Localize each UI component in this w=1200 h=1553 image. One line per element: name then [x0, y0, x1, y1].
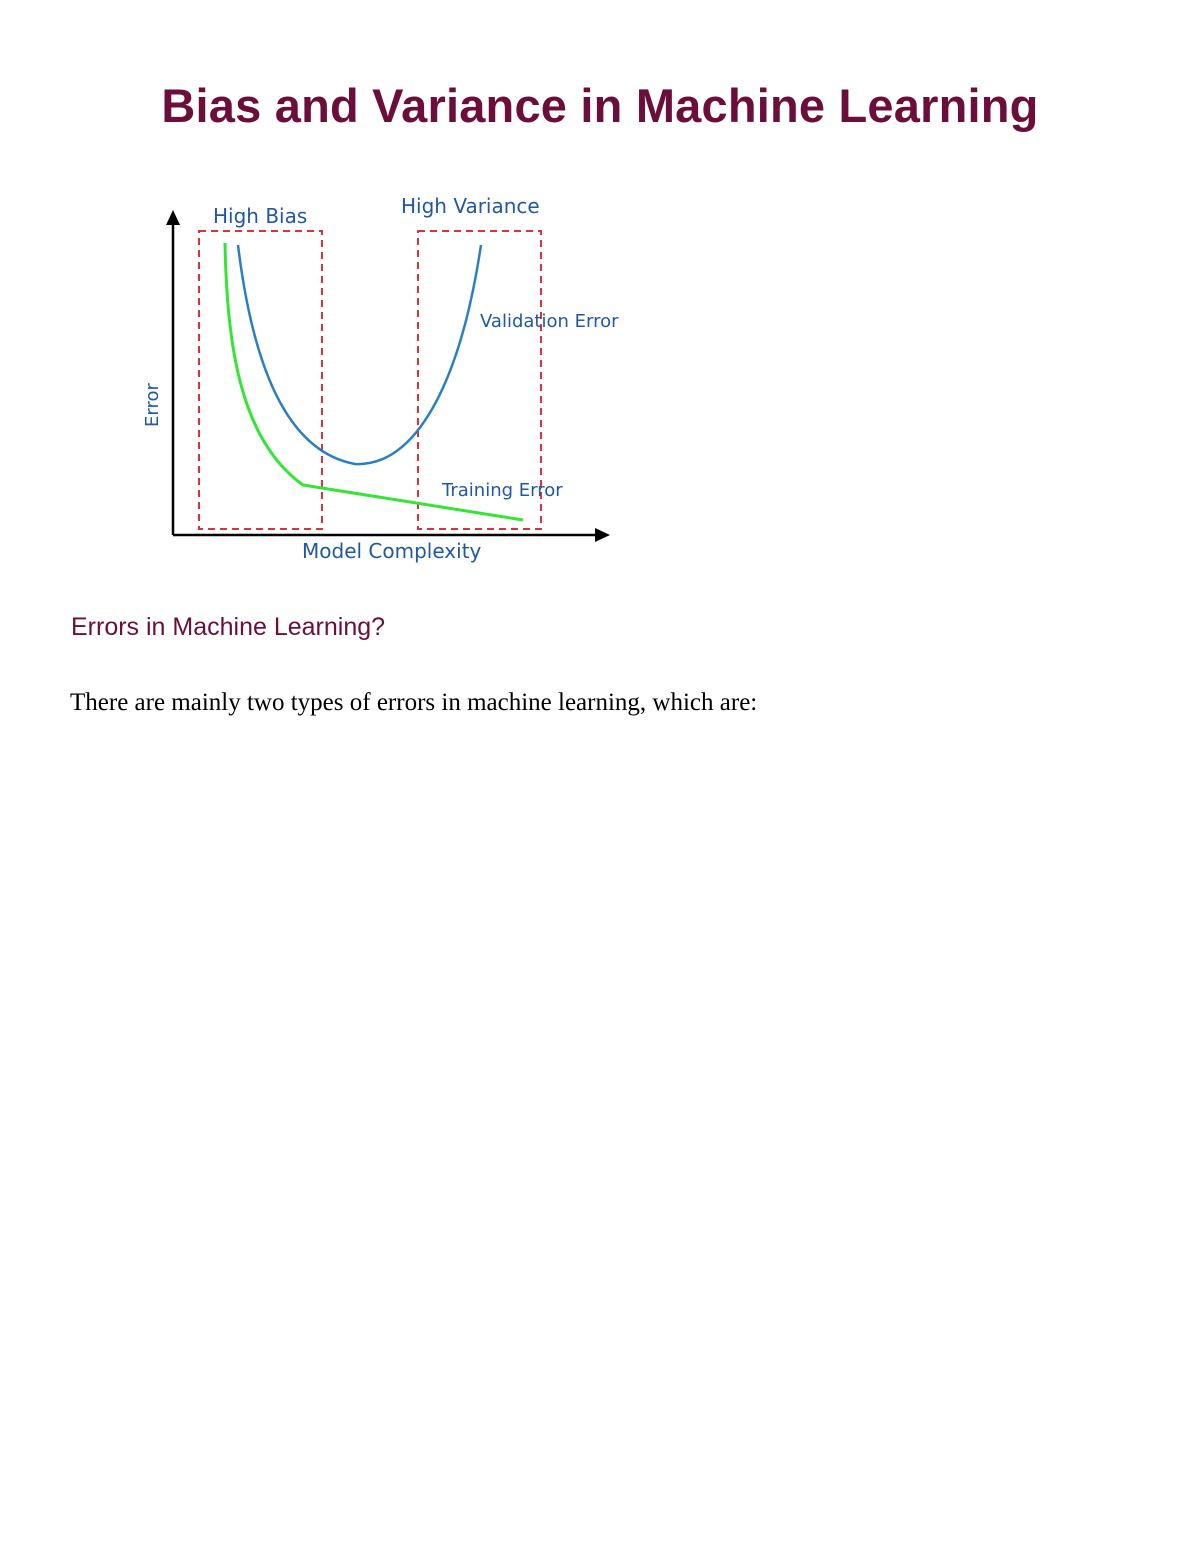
page-title: Bias and Variance in Machine Learning — [161, 79, 1039, 132]
high-bias-label: High Bias — [213, 204, 308, 228]
section-heading: Errors in Machine Learning? — [71, 613, 386, 641]
x-axis-label: Model Complexity — [302, 539, 482, 563]
high-variance-label: High Variance — [401, 194, 540, 218]
validation-error-label: Validation Error — [480, 311, 619, 332]
x-axis-arrow-icon — [595, 528, 610, 542]
body-paragraph: There are mainly two types of errors in machine learning, which are: — [70, 689, 758, 716]
validation-error-curve — [238, 245, 481, 464]
y-axis-arrow-icon — [166, 210, 180, 225]
training-error-label: Training Error — [442, 480, 563, 501]
bias-variance-figure — [125, 185, 655, 580]
y-axis-label: Error — [142, 383, 163, 427]
